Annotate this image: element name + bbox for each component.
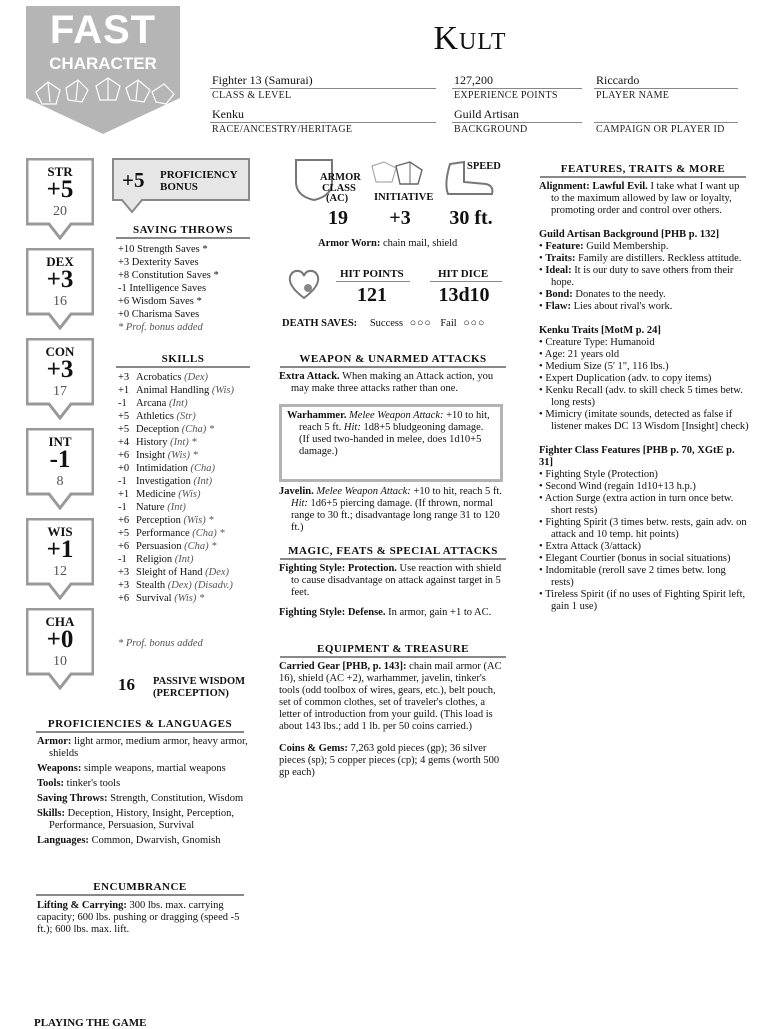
skill-row [118, 592, 234, 605]
background-feature-item: • Bond: Donates to the needy. [539, 289, 666, 300]
skill-ability: (Int) [193, 476, 213, 487]
ability-str [26, 158, 94, 240]
skill-prof-star: * [191, 437, 197, 448]
character-name: Kult [433, 20, 507, 57]
initiative-value: +3 [389, 207, 411, 229]
skill-row [118, 462, 234, 475]
fighter-feature-item: • Fighting Style (Protection) [539, 469, 658, 480]
skill-mod: -1 [118, 554, 127, 565]
skill-ability: (Wis) [167, 450, 190, 461]
ability-name: CHA [45, 614, 75, 629]
skill-ability: (Cha) [192, 528, 217, 539]
skill-ability: (Wis) [178, 489, 201, 500]
fighter-feature-item: • Second Wind (regain 1d10+13 h.p.) [539, 481, 696, 492]
fighter-feature-item: • Fighting Spirit (3 times betw. rests, gain adv. on attack and 10 temp. hit points) [539, 517, 747, 540]
skill-name: Stealth [136, 580, 166, 591]
extra-attack-text: Extra Attack. When making an Attack action, you may make three attacks rather than one. [279, 371, 494, 394]
skill-name: Persuasion [136, 541, 182, 552]
skill-ability: (Dex) (Disadv.) [167, 580, 233, 591]
skill-ability: (Cha) [184, 541, 209, 552]
skill-prof-star: * [208, 424, 215, 435]
ac-value: 19 [328, 207, 348, 229]
skill-name: Insight [136, 450, 166, 461]
encumbrance-title: ENCUMBRANCE [36, 881, 244, 896]
javelin-text: Javelin. Melee Weapon Attack: +10 to hit, reach 5 ft. Hit: 1d6+5 piercing damage. (If thrown, normal range to 30 ft.; disadvantage long range 31 to 120 ft.) [279, 486, 502, 533]
kenku-trait-item: • Expert Duplication (adv. to copy items) [539, 373, 712, 384]
background-feature-item: • Flaw: Lies about rival's work. [539, 301, 673, 312]
speed-label: SPEED [467, 161, 501, 172]
skill-mod: +0 [118, 463, 130, 474]
skill-mod: +3 [118, 567, 130, 578]
skill-row [118, 514, 234, 527]
ability-score: 20 [53, 204, 67, 219]
ability-name: STR [47, 164, 73, 179]
skill-row [118, 475, 234, 488]
skill-mod: +6 [118, 593, 130, 604]
fighter-feature-item: • Action Surge (extra action in turn once betw. short rests) [539, 493, 734, 516]
proficiency-label-1: PROFICIENCY [160, 169, 238, 181]
saving-throw-item: +6 Wisdom Saves * [118, 296, 202, 307]
initiative-label: INITIATIVE [374, 192, 434, 203]
ability-modifier: +3 [46, 356, 74, 383]
proficiency-value: +5 [122, 168, 145, 192]
ability-name: INT [48, 434, 72, 449]
ability-dex [26, 248, 94, 330]
skill-row [118, 501, 234, 514]
skill-name: Investigation [136, 476, 191, 487]
race-label: RACE/ANCESTRY/HERITAGE [212, 124, 353, 135]
features-title: FEATURES, TRAITS & MORE [540, 163, 746, 178]
dice-icon [366, 160, 426, 190]
skill-name: Sleight of Hand [136, 567, 203, 578]
skill-ability: (Int) [167, 502, 186, 513]
ability-modifier: +3 [46, 266, 74, 293]
heart-icon [286, 268, 322, 302]
skill-ability: (Int) [174, 554, 194, 565]
skill-name: Perception [136, 515, 181, 526]
skill-row [118, 579, 234, 592]
skill-mod: +5 [118, 424, 130, 435]
ability-modifier: -1 [49, 446, 71, 473]
fast-character-logo [26, 6, 180, 134]
player-name-value: Riccardo [596, 73, 640, 87]
fighter-feature-item: • Elegant Courtier (bonus in social situations) [539, 553, 731, 564]
ability-name: CON [45, 344, 75, 359]
ability-name: DEX [46, 254, 74, 269]
passive-wisdom-label-2: (PERCEPTION) [153, 688, 229, 699]
ac-label-2: CLASS [322, 183, 356, 194]
skill-ability: (Str) [176, 411, 196, 422]
saving-throw-item: -1 Intelligence Saves [118, 283, 207, 294]
skill-ability: (Dex) [205, 567, 230, 578]
skill-ability: (Int) [170, 437, 189, 448]
skill-row [118, 540, 234, 553]
skill-name: Deception [136, 424, 180, 435]
kenku-trait-item: • Creature Type: Humanoid [539, 337, 655, 348]
skill-ability: (Cha) [181, 424, 207, 435]
skill-row [118, 423, 234, 436]
skill-ability: (Wis) [174, 593, 197, 604]
skill-name: Nature [136, 502, 165, 513]
race-value: Kenku [212, 107, 244, 121]
background-feature-item: • Ideal: It is our duty to save others from their hope. [539, 265, 734, 288]
warhammer-text: Warhammer. Melee Weapon Attack: +10 to hit, reach 5 ft. Hit: 1d8+5 bludgeoning damage. (If used two-handed in melee, does 1d10+5 damage.) [287, 410, 490, 457]
equipment-title: EQUIPMENT & TREASURE [280, 643, 506, 658]
skill-mod: -1 [118, 398, 127, 409]
background-feature-item: • Feature: Guild Membership. [539, 241, 669, 252]
skill-mod: +6 [118, 541, 130, 552]
skill-row [118, 488, 234, 501]
encumbrance-block: Lifting & Carrying: 300 lbs. max. carrying capacity; 600 lbs. pushing or dragging (speed -5 ft.); 600 lbs. max. lift. [37, 900, 240, 935]
saving-throws-title: SAVING THROWS [116, 224, 250, 239]
ability-modifier: +0 [46, 626, 74, 653]
ability-name: WIS [47, 524, 73, 539]
ability-con [26, 338, 94, 420]
proficiencies-block: Armor: light armor, medium armor, heavy armor, shields Weapons: simple weapons, martial weapons Tools: tinker's tools Saving Throws: Strength, Constitution, Wisdom Skills: Deception, History, Insight, Perception, Performance, Persuasion, Survival Languages: Common, Dwarvish, Gnomish [37, 736, 248, 846]
skill-ability: (Wis) [211, 385, 234, 396]
skill-ability: (Int) [168, 398, 188, 409]
proficiencies-title: PROFICIENCIES & LANGUAGES [36, 718, 244, 733]
skill-row [118, 527, 234, 540]
proficiency-bonus-box [112, 158, 250, 214]
passive-wisdom-label-1: PASSIVE WISDOM [153, 676, 246, 687]
death-success-circles[interactable]: ○○○ [409, 318, 432, 329]
saving-throws-list [118, 243, 219, 321]
class-level-value: Fighter 13 (Samurai) [212, 73, 313, 87]
ability-modifier: +5 [46, 176, 74, 203]
skill-row [118, 384, 234, 397]
saving-throw-item: +0 Charisma Saves [118, 309, 200, 320]
ability-score: 17 [53, 384, 67, 399]
hit-dice-label: HIT DICE [438, 268, 489, 280]
hit-dice-value: 13d10 [438, 284, 490, 306]
skill-name: Religion [136, 554, 173, 565]
background-value: Guild Artisan [454, 107, 519, 121]
magic-title: MAGIC, FEATS & SPECIAL ATTACKS [280, 545, 506, 560]
skills-note: * Prof. bonus added [118, 638, 203, 649]
magic-block: Fighting Style: Protection. Use reaction with shield to cause disadvantage on attack against target in 5 feet. Fighting Style: Defense. In armor, gain +1 to AC. [279, 563, 502, 618]
death-fail-circles[interactable]: ○○○ [463, 318, 486, 329]
skill-name: Animal Handling [136, 385, 210, 396]
saving-throw-item: +8 Constitution Saves * [118, 270, 219, 281]
skill-mod: +6 [118, 450, 130, 461]
skill-mod: +3 [118, 580, 130, 591]
class-level-label: CLASS & LEVEL [212, 90, 292, 101]
kenku-trait-item: • Age: 21 years old [539, 349, 620, 360]
skill-mod: +1 [118, 489, 130, 500]
saving-throws-note: * Prof. bonus added [118, 322, 203, 333]
background-label: BACKGROUND [454, 124, 528, 135]
skill-mod: +3 [118, 372, 130, 383]
skill-mod: +1 [118, 385, 130, 396]
skill-prof-star: * [219, 528, 225, 539]
skill-name: Acrobatics [136, 372, 182, 383]
fighter-feature-item: • Tireless Spirit (if no uses of Fighting Spirit left, gain 1 use) [539, 589, 746, 612]
skill-mod: +5 [118, 411, 130, 422]
equipment-block: Carried Gear [PHB, p. 143]: chain mail armor (AC 16), shield (AC +2), warhammer, javelin, tinker's tools (odd toolbox of wires, gears, etc.), belt pouch, set of common clothes, set of traveler's clothes, a letter of introduction from your guild. (This load is about 143 lbs.; add 1 lb. per 50 coins carried.) Coins & Gems: 7,263 gold pieces (gp); 36 silver pieces (sp); 5 copper pieces (cp); 4 gems (worth 500 gp each) [279, 661, 502, 778]
skills-title: SKILLS [116, 353, 250, 368]
xp-value: 127,200 [454, 73, 493, 87]
fighter-feature-item: • Extra Attack (3/attack) [539, 541, 641, 552]
ac-label-1: ARMOR [320, 172, 361, 183]
skill-row [118, 566, 234, 579]
logo-line-2: CHARACTER [49, 54, 157, 73]
hp-label: HIT POINTS [340, 268, 404, 280]
skill-ability: (Cha) [190, 463, 216, 474]
ability-score: 8 [56, 474, 64, 489]
player-name-label: PLAYER NAME [596, 90, 670, 101]
skill-name: Athletics [136, 411, 174, 422]
background-feature-item: • Traits: Family are distillers. Reckless attitude. [539, 253, 742, 264]
skill-prof-star: * [192, 450, 198, 461]
skill-name: History [136, 437, 168, 448]
skill-name: Intimidation [136, 463, 188, 474]
skill-name: Performance [136, 528, 190, 539]
ability-modifier: +1 [46, 536, 74, 563]
skill-prof-star: * [211, 541, 217, 552]
ability-cha [26, 608, 94, 690]
skill-mod: -1 [118, 502, 127, 513]
hp-value: 121 [357, 284, 387, 306]
proficiency-label-2: BONUS [160, 181, 198, 193]
xp-label: EXPERIENCE POINTS [454, 90, 558, 101]
footer-cut-text: PLAYING THE GAME [34, 1017, 147, 1029]
campaign-label: CAMPAIGN OR PLAYER ID [596, 124, 725, 135]
saving-throw-item: +3 Dexterity Saves [118, 257, 199, 268]
skill-row [118, 449, 234, 462]
skill-row [118, 397, 234, 410]
skill-ability: (Wis) [183, 515, 206, 526]
armor-worn-line: Armor Worn: chain mail, shield [318, 238, 458, 249]
skill-name: Survival [136, 593, 172, 604]
ability-wis [26, 518, 94, 600]
ability-int [26, 428, 94, 510]
ability-score: 10 [53, 654, 67, 669]
kenku-trait-item: • Mimicry (imitate sounds, detected as false if listener makes DC 13 Wisdom [Insight] check) [539, 409, 749, 432]
kenku-trait-item: • Kenku Recall (adv. to skill check 5 times betw. long rests) [539, 385, 743, 408]
skill-ability: (Dex) [184, 372, 209, 383]
ability-score: 16 [53, 294, 67, 309]
skill-row [118, 436, 234, 449]
skill-mod: +6 [118, 515, 130, 526]
skills-list [118, 371, 234, 605]
logo-line-1: FAST [49, 8, 157, 52]
death-saves-row: DEATH SAVES: Success ○○○ Fail ○○○ [282, 318, 486, 329]
skill-row [118, 553, 234, 566]
features-block: Alignment: Lawful Evil. I take what I want up to the maximum allowed by law or loyalty, promoting order and control over others. Guild Artisan Background [PHB p. 132] • Feature: Guild Membership. • Traits: Family are distillers. Reckless attitude. • Ideal: It is our duty to save others from their hope. • Bond: Donates to the needy. • Flaw: Lies about rival's work. Kenku Traits [MotM p. 24] • Creature Type: Humanoid • Age: 21 years old • Medium Size (5' 1", 116 lbs.) • Expert Duplication (adv. to copy items) • Kenku Recall (adv. to skill check 5 times betw. long rests) • Mimicry (imitate sounds, detected as false if listener makes DC 13 Wisdom [Insight] check) Fighter Class Features [PHB p. 70, XGtE p. 31] • Fighting Style (Protection) • Second Wind (regain 1d10+13 h.p.) • Action Surge (extra action in turn once betw. short rests) • Fighting Spirit (3 times betw. rests, gain adv. on attack and 10 temp. hit points) • Extra Attack (3/attack) • Elegant Courtier (bonus in social situations) • Indomitable (reroll save 2 times betw. long rests) • Tireless Spirit (if no uses of Fighting Spirit left, gain 1 use) [539, 181, 749, 612]
ability-score: 12 [53, 564, 67, 579]
kenku-trait-item: • Medium Size (5' 1", 116 lbs.) [539, 361, 669, 372]
fighter-feature-item: • Indomitable (reroll save 2 times betw. long rests) [539, 565, 726, 588]
skill-name: Arcana [136, 398, 167, 409]
skill-mod: +4 [118, 437, 130, 448]
skill-name: Medicine [136, 489, 176, 500]
attacks-title: WEAPON & UNARMED ATTACKS [280, 353, 506, 368]
speed-value: 30 ft. [449, 207, 493, 229]
skill-prof-star: * [199, 593, 205, 604]
passive-wisdom-value: 16 [118, 675, 135, 694]
ac-label-3: (AC) [326, 193, 349, 204]
skill-row [118, 410, 234, 423]
skill-row [118, 371, 234, 384]
skill-mod: -1 [118, 476, 127, 487]
skill-mod: +5 [118, 528, 130, 539]
saving-throw-item: +10 Strength Saves * [118, 244, 208, 255]
skill-prof-star: * [208, 515, 214, 526]
